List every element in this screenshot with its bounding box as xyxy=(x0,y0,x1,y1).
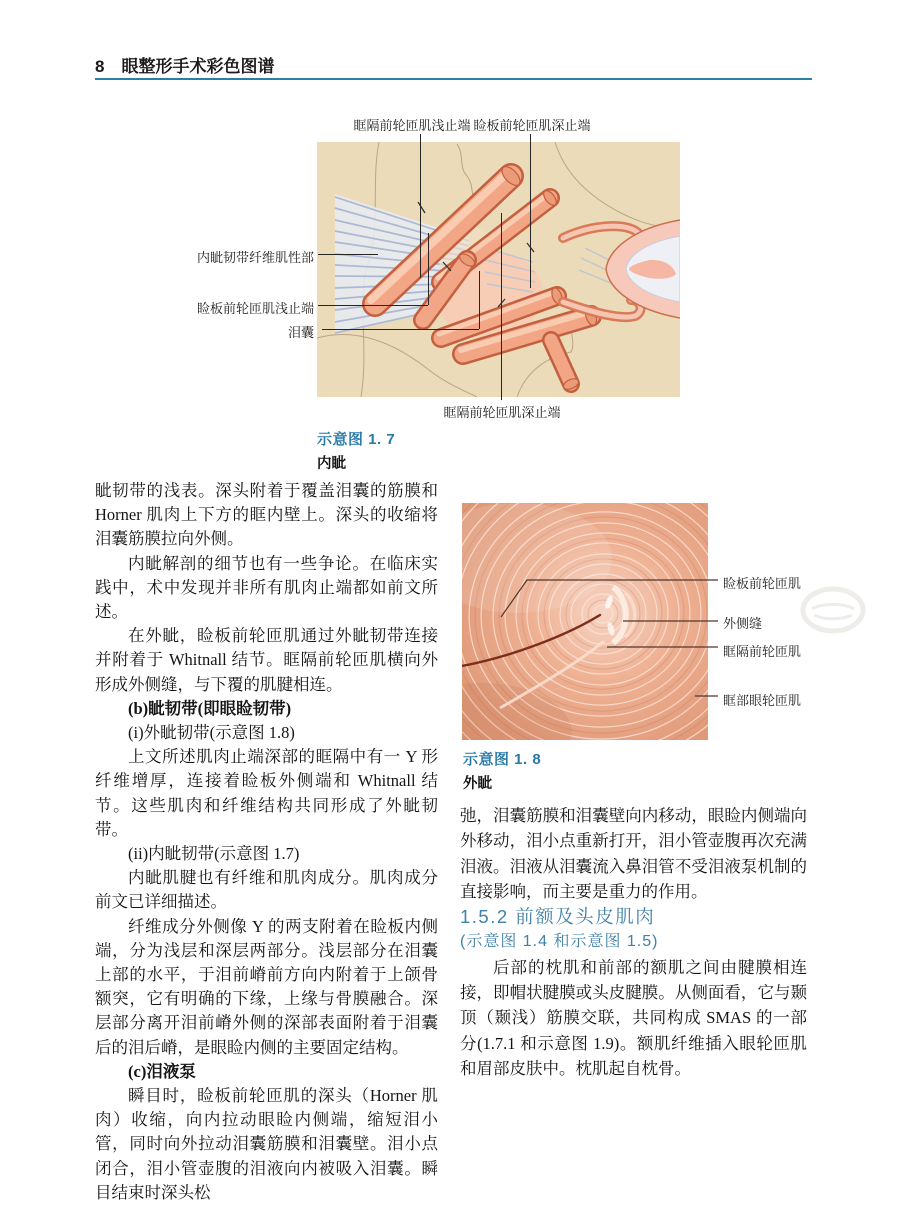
paragraph: 后部的枕肌和前部的额肌之间由腱膜相连接，即帽状腱膜或头皮腱膜。从侧面看，它与颞顶（颞浅）筋膜交联，共同构成 SMAS 的一部分(1.7.1 和示意图 1.9)。额肌纤维插入眼轮匝肌和眉部皮肤中。枕肌起自枕骨。 xyxy=(460,957,807,1078)
subheading-b: (b)眦韧带(即眼睑韧带) xyxy=(128,698,292,718)
fig18-svg xyxy=(462,503,708,740)
page-number: 8 xyxy=(95,57,105,76)
fig17-label-left3: 泪囊 xyxy=(287,325,314,340)
fig17-label-top2: 睑板前轮匝肌深止端 xyxy=(473,118,591,133)
paragraph: 内眦肌腱也有纤维和肌肉成分。肌肉成分前文已详细描述。 xyxy=(95,868,438,912)
fig18-label-raphe: 外侧缝 xyxy=(723,616,763,631)
fig18-label-preseptal: 眶隔前轮匝肌 xyxy=(723,644,802,659)
fig17-leader-left3-elbow xyxy=(479,271,480,329)
fig17-leader-top2 xyxy=(530,134,531,288)
fig17-caption-title: 内眦 xyxy=(317,456,346,472)
fig17-label-top1: 眶隔前轮匝肌浅止端 xyxy=(353,118,471,133)
paragraph: (ii)内眦韧带(示意图 1.7) xyxy=(128,844,300,864)
section-subheading: (示意图 1.4 和示意图 1.5) xyxy=(460,933,659,951)
fig18-caption-id: 示意图 1. 8 xyxy=(463,751,542,768)
fig17-label-bottom: 眶隔前轮匝肌深止端 xyxy=(443,405,561,420)
left-column xyxy=(95,479,438,1205)
page-header xyxy=(95,52,812,77)
paragraph: 眦韧带的浅表。深头附着于覆盖泪囊的筋膜和 Horner 肌肉上下方的眶内壁上。深头的收缩将泪囊筋膜拉向外侧。 xyxy=(95,481,438,549)
fig18-illustration xyxy=(462,503,708,740)
fig17-illustration xyxy=(317,142,680,397)
fig18-caption xyxy=(463,748,541,793)
fig18-caption-title: 外眦 xyxy=(463,776,492,792)
fig18-label-orbital: 眶部眼轮匝肌 xyxy=(723,693,802,708)
watermark-logo-icon xyxy=(800,585,866,635)
fig18-label-pretarsal: 睑板前轮匝肌 xyxy=(723,576,802,591)
header-rule xyxy=(95,78,812,80)
paragraph: (i)外眦韧带(示意图 1.8) xyxy=(128,723,295,743)
fig17-leader-bottom xyxy=(501,213,502,400)
fig17-leader-top1 xyxy=(420,134,421,278)
fig17-leader-left2 xyxy=(318,305,428,306)
subheading-c: (c)泪液泵 xyxy=(128,1061,196,1081)
fig17-leader-left2-elbow xyxy=(428,233,429,305)
section-heading: 1.5.2 前额及头皮肌肉 xyxy=(460,906,656,928)
fig17-svg xyxy=(317,142,680,397)
fig17-leader-left3 xyxy=(322,329,479,330)
paragraph: 瞬目时，睑板前轮匝肌的深头（Horner 肌肉）收缩，向内拉动眼睑内侧端，缩短泪小管，同时向外拉动泪囊筋膜和泪囊壁。泪小点闭合，泪小管壶腹的泪液向内被吸入泪囊。瞬目结束时深头松 xyxy=(95,1086,438,1202)
paragraph: 在外眦，睑板前轮匝肌通过外眦韧带连接并附着于 Whitnall 结节。眶隔前轮匝肌横向外形成外侧缝，与下覆的肌腱相连。 xyxy=(95,626,438,694)
fig17-label-left1: 内眦韧带纤维肌性部 xyxy=(196,250,314,265)
fig17-leader-left1 xyxy=(318,254,378,255)
fig17-label-left2: 睑板前轮匝肌浅止端 xyxy=(196,301,314,316)
paragraph: 纤维成分外侧像 Y 的两支附着在睑板内侧端，分为浅层和深层两部分。浅层部分在泪囊上部的水平，于泪前嵴前方向内附着于上颌骨额突，它有明确的下缘，上缘与骨膜融合。深层部分离开泪前嵴外侧的深部表面附着于泪囊后的泪后嵴，是眼睑内侧的主要固定结构。 xyxy=(95,916,438,1057)
paragraph: 弛，泪囊筋膜和泪囊壁向内移动，眼睑内侧端向外移动，泪小点重新打开，泪小管壶腹再次充满泪液。泪液从泪囊流入鼻泪管不受泪液泵机制的直接影响，而主要是重力的作用。 xyxy=(460,806,807,901)
paragraph: 上文所述肌肉止端深部的眶隔中有一 Y 形纤维增厚，连接着睑板外侧端和 Whitnall 结节。这些肌肉和纤维结构共同形成了外眦韧带。 xyxy=(95,747,438,839)
fig17-caption xyxy=(317,428,395,473)
right-column xyxy=(460,803,807,1081)
book-title: 眼整形手术彩色图谱 xyxy=(121,57,275,76)
paragraph: 内眦解剖的细节也有一些争论。在临床实践中，术中发现并非所有肌肉止端都如前文所述。 xyxy=(95,553,438,622)
fig17-caption-id: 示意图 1. 7 xyxy=(317,431,396,448)
